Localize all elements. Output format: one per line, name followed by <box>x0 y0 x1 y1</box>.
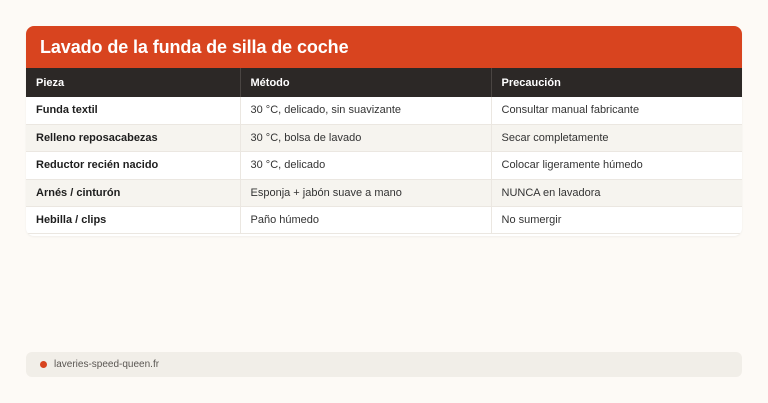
cell-metodo: 30 °C, delicado <box>240 152 491 179</box>
table-card <box>26 26 742 236</box>
column-header-precaucion: Precaución <box>501 76 561 89</box>
cell-pieza: Reductor recién nacido <box>26 152 240 179</box>
cell-precaucion: Colocar ligeramente húmedo <box>501 159 643 172</box>
cell-pieza: Funda textil <box>26 97 240 124</box>
cell-precaucion: Secar completamente <box>501 132 609 145</box>
cell-metodo: 30 °C, bolsa de lavado <box>240 124 491 151</box>
cell-precaucion: Consultar manual fabricante <box>501 104 640 117</box>
table-row <box>26 152 742 179</box>
table-row <box>26 124 742 151</box>
cell-precaucion: NUNCA en lavadora <box>501 186 601 199</box>
cell-pieza: Hebilla / clips <box>26 207 240 234</box>
source-label: laveries-speed-queen.fr <box>54 359 160 370</box>
column-header-metodo: Método <box>240 68 491 97</box>
cell-pieza: Arnés / cinturón <box>26 179 240 206</box>
table-row <box>26 207 742 234</box>
table-row <box>26 97 742 124</box>
cell-precaucion: No sumergir <box>501 214 562 227</box>
source-footer <box>26 352 742 377</box>
table-header-row <box>26 68 742 97</box>
cell-metodo: Esponja + jabón suave a mano <box>240 179 491 206</box>
cell-metodo: Paño húmedo <box>240 207 491 234</box>
page-title: Lavado de la funda de silla de coche <box>40 36 349 57</box>
cell-pieza: Relleno reposacabezas <box>26 124 240 151</box>
cell-metodo: 30 °C, delicado, sin suavizante <box>240 97 491 124</box>
table-row <box>26 179 742 206</box>
card-header <box>26 26 742 68</box>
column-header-pieza: Pieza <box>26 68 240 97</box>
washing-table <box>26 68 742 234</box>
bullet-dot-icon <box>40 361 47 368</box>
